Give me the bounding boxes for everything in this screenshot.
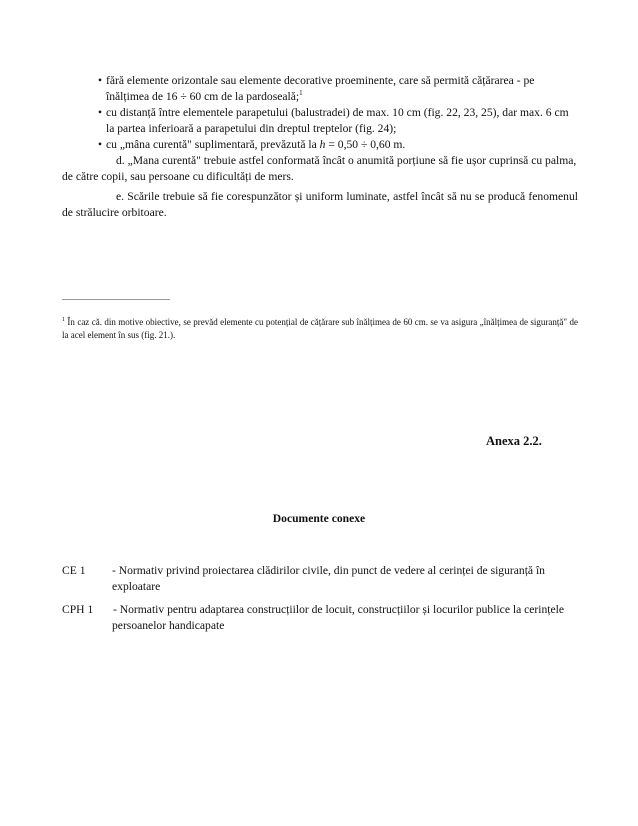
- bullet-item-spacing: [98, 105, 576, 137]
- paragraph-text: Scările trebuie să fie corespunzător și uniform luminate, astfel încât să nu se producă fenomenul de strălucire orbitoare.: [62, 190, 578, 219]
- bullet-marker: •: [98, 74, 103, 87]
- bullet-text: cu „mâna curentă" suplimentară, prevăzută la: [106, 138, 320, 151]
- annex-title: Anexa 2.2.: [486, 434, 542, 448]
- paragraph-d: [62, 153, 578, 185]
- reference-description: - Normativ privind proiectarea clădirilor civile, din punct de vedere al cerinței de siguranță în: [112, 564, 545, 577]
- bullet-text: fără elemente orizontale sau elemente decorative proeminente, care să permită cățărarea - pe: [106, 74, 535, 87]
- reference-code: CPH 1: [62, 603, 94, 616]
- reference-code: CE 1: [62, 564, 86, 577]
- paragraph-text: „Mana curentă" trebuie astfel conformată încât o anumită porțiune să fie ușor cuprinsă cu palma, de către copii, sau persoane cu dificultăți de mers.: [62, 154, 577, 183]
- bullet-text-continuation: înălțimea de 16 ÷ 60 cm de la pardoseală;: [106, 90, 300, 103]
- height-symbol: h: [319, 138, 326, 151]
- paragraph-e: [62, 189, 578, 221]
- bullet-item-handrail: [98, 137, 576, 153]
- paragraph-label: d.: [116, 154, 125, 167]
- section-title: Documente conexe: [272, 512, 366, 525]
- bullet-item-climbing: [98, 73, 576, 105]
- bullet-marker: •: [98, 106, 103, 119]
- bullet-text-continuation: la partea inferioară a parapetului din dreptul treptelor (fig. 24);: [106, 122, 397, 135]
- footnote-separator: [62, 299, 170, 300]
- reference-description-continuation: exploatare: [112, 580, 161, 593]
- footnote-text: În caz că. din motive obiective, se prevăd elemente cu potențial de cățărare sub înălțimea de 60 cm. se va asigura „înălțimea de siguranță" de la acel element în sus (fig. 21.).: [62, 317, 578, 340]
- bullet-text-value: = 0,50 ÷ 0,60 m.: [325, 138, 406, 151]
- reference-description-continuation: persoanelor handicapate: [112, 619, 225, 632]
- paragraph-label: e.: [116, 190, 125, 203]
- bullet-text: cu distanță între elementele parapetului (balustradei) de max. 10 cm (fig. 22, 23, 25), dar max. 6 cm: [106, 106, 569, 119]
- footnote: [62, 316, 578, 342]
- footnote-reference: 1: [299, 89, 303, 98]
- bullet-list: [98, 73, 576, 153]
- reference-description: - Normativ pentru adaptarea construcțiilor de locuit, construcțiilor și locurilor publice la cerințele: [113, 603, 565, 616]
- footnote-number: 1: [62, 317, 65, 323]
- bullet-marker: •: [98, 138, 103, 151]
